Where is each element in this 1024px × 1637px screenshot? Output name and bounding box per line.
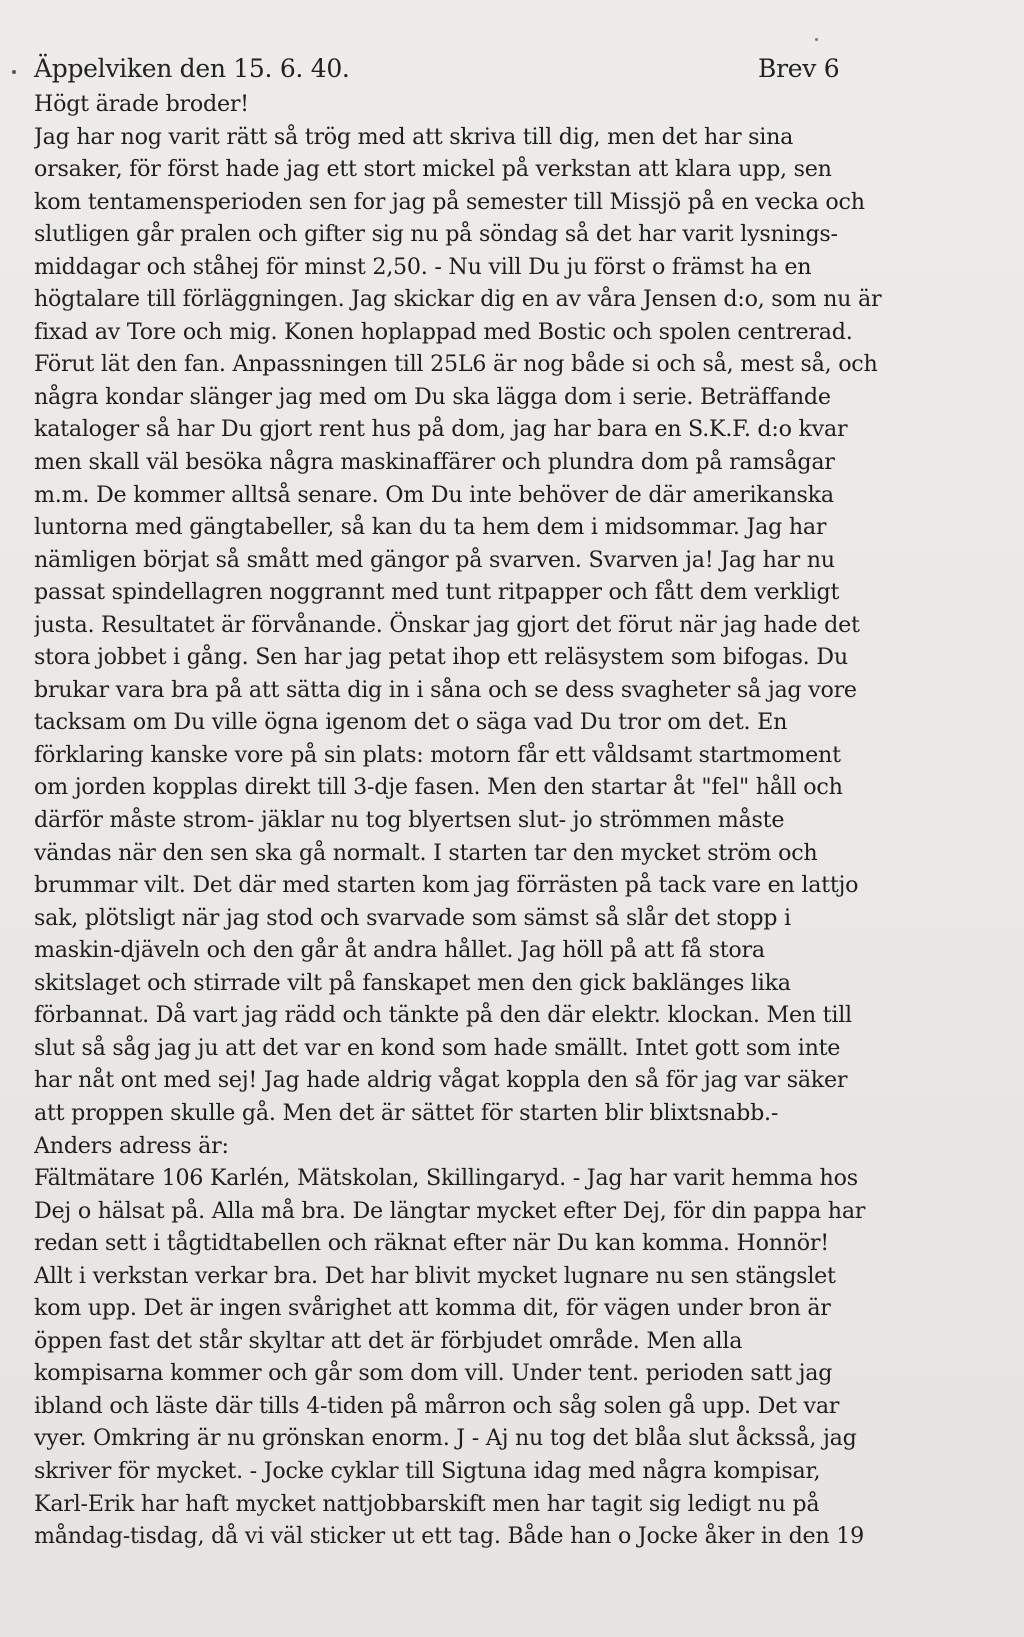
letter-line: kataloger så har Du gjort rent hus på dom, jag har bara en S.K.F. d:o kvar bbox=[34, 416, 848, 443]
letter-line: kom tentamensperioden sen for jag på semester till Missjö på en vecka och bbox=[34, 188, 865, 215]
letter-line: sak, plötsligt när jag stod och svarvade som sämst så slår det stopp i bbox=[34, 904, 791, 931]
letter-line: stora jobbet i gång. Sen har jag petat ihop ett reläsystem som bifogas. Du bbox=[34, 644, 848, 671]
letter-line: högtalare till förläggningen. Jag skickar dig en av våra Jensen d:o, som nu är bbox=[34, 286, 882, 313]
letter-line: om jorden kopplas direkt till 3-dje fasen. Men den startar åt "fel" håll och bbox=[34, 774, 843, 801]
letter-line: Högt ärade broder! bbox=[34, 91, 249, 117]
letter-line: men skall väl besöka några maskinaffärer och plundra dom på ramsågar bbox=[34, 449, 835, 476]
letter-number: Brev 6 bbox=[758, 54, 840, 83]
letter-line: redan sett i tågtidtabellen och räknat efter när Du kan komma. Honnör! bbox=[34, 1230, 829, 1257]
letter-line: brummar vilt. Det där med starten kom jag förrästen på tack vare en lattjo bbox=[34, 872, 859, 899]
letter-line: har nåt ont med sej! Jag hade aldrig vågat koppla den så för jag var säker bbox=[34, 1067, 848, 1094]
letter-line: förbannat. Då vart jag rädd och tänkte på den där elektr. klockan. Men till bbox=[34, 1002, 852, 1029]
letter-line: ibland och läste där tills 4-tiden på mårron och såg solen gå upp. Det var bbox=[34, 1392, 840, 1419]
letter-line: fixad av Tore och mig. Konen hoplappad med Bostic och spolen centrerad. bbox=[34, 318, 853, 345]
letter-line: Anders adress är: bbox=[34, 1132, 229, 1159]
letter-line: kompisarna kommer och går som dom vill. Under tent. perioden satt jag bbox=[34, 1360, 833, 1387]
letter-header bbox=[34, 54, 854, 88]
letter-line: maskin-djäveln och den går åt andra hållet. Jag höll på att få stora bbox=[34, 937, 765, 964]
letter-line: Förut lät den fan. Anpassningen till 25L6 är nog både si och så, mest så, och bbox=[34, 351, 878, 378]
letter-line: Fältmätare 106 Karlén, Mätskolan, Skillingaryd. - Jag har varit hemma hos bbox=[34, 1165, 858, 1192]
letter-line: nämligen börjat så smått med gängor på svarven. Svarven ja! Jag har nu bbox=[34, 546, 835, 573]
letter-line: Allt i verkstan verkar bra. Det har blivit mycket lugnare nu sen stängslet bbox=[34, 1262, 836, 1289]
letter-line: att proppen skulle gå. Men det är sättet för starten blir blixtsnabb.- bbox=[34, 1099, 779, 1126]
letter-line: tacksam om Du ville ögna igenom det o säga vad Du tror om det. En bbox=[34, 709, 788, 736]
letter-body bbox=[34, 88, 974, 1553]
letter-line: förklaring kanske vore på sin plats: motorn får ett våldsamt startmoment bbox=[34, 741, 841, 768]
paper-speck bbox=[12, 70, 16, 74]
letter-line: Jag har nog varit rätt så trög med att skriva till dig, men det har sina bbox=[34, 123, 794, 150]
letter-line: vändas när den sen ska gå normalt. I starten tar den mycket ström och bbox=[34, 839, 818, 866]
letter-line: Karl-Erik har haft mycket nattjobbarskift men har tagit sig ledigt nu på bbox=[34, 1490, 820, 1517]
letter-line: därför måste strom- jäklar nu tog blyertsen slut- jo strömmen måste bbox=[34, 807, 785, 834]
letter-line: luntorna med gängtabeller, så kan du ta hem dem i midsommar. Jag har bbox=[34, 514, 827, 541]
letter-line: öppen fast det står skyltar att det är förbjudet område. Men alla bbox=[34, 1327, 743, 1354]
letter-line: skriver för mycket. - Jocke cyklar till Sigtuna idag med några kompisar, bbox=[34, 1457, 821, 1484]
letter-line: slutligen går pralen och gifter sig nu på söndag så det har varit lysnings- bbox=[34, 221, 838, 248]
letter-line: orsaker, för först hade jag ett stort mickel på verkstan att klara upp, sen bbox=[34, 156, 832, 183]
letter-line: måndag-tisdag, då vi väl sticker ut ett tag. Både han o Jocke åker in den 19 bbox=[34, 1523, 864, 1550]
letter-line: passat spindellagren noggrannt med tunt ritpapper och fått dem verkligt bbox=[34, 579, 840, 606]
letter-line: m.m. De kommer alltså senare. Om Du inte behöver de där amerikanska bbox=[34, 481, 834, 508]
letter-line: kom upp. Det är ingen svårighet att komma dit, för vägen under bron är bbox=[34, 1295, 831, 1322]
letter-line: några kondar slänger jag med om Du ska lägga dom i serie. Beträffande bbox=[34, 383, 831, 410]
paper-speck bbox=[815, 38, 818, 41]
letter-line: brukar vara bra på att sätta dig in i såna och se dess svagheter så jag vore bbox=[34, 676, 857, 703]
letter-line: middagar och ståhej för minst 2,50. - Nu vill Du ju först o främst ha en bbox=[34, 253, 812, 280]
letter-line: slut så såg jag ju att det var en kond som hade smällt. Intet gott som inte bbox=[34, 1034, 841, 1061]
place-and-date: Äppelviken den 15. 6. 40. bbox=[34, 54, 350, 83]
letter-line: vyer. Omkring är nu grönskan enorm. J - Aj nu tog det blåa slut åcksså, jag bbox=[34, 1425, 857, 1452]
letter-line: justa. Resultatet är förvånande. Önskar jag gjort det förut när jag hade det bbox=[34, 611, 860, 638]
letter-line: skitslaget och stirrade vilt på fanskapet men den gick baklänges lika bbox=[34, 969, 791, 996]
letter-line: Dej o hälsat på. Alla må bra. De längtar mycket efter Dej, för din pappa har bbox=[34, 1197, 866, 1224]
